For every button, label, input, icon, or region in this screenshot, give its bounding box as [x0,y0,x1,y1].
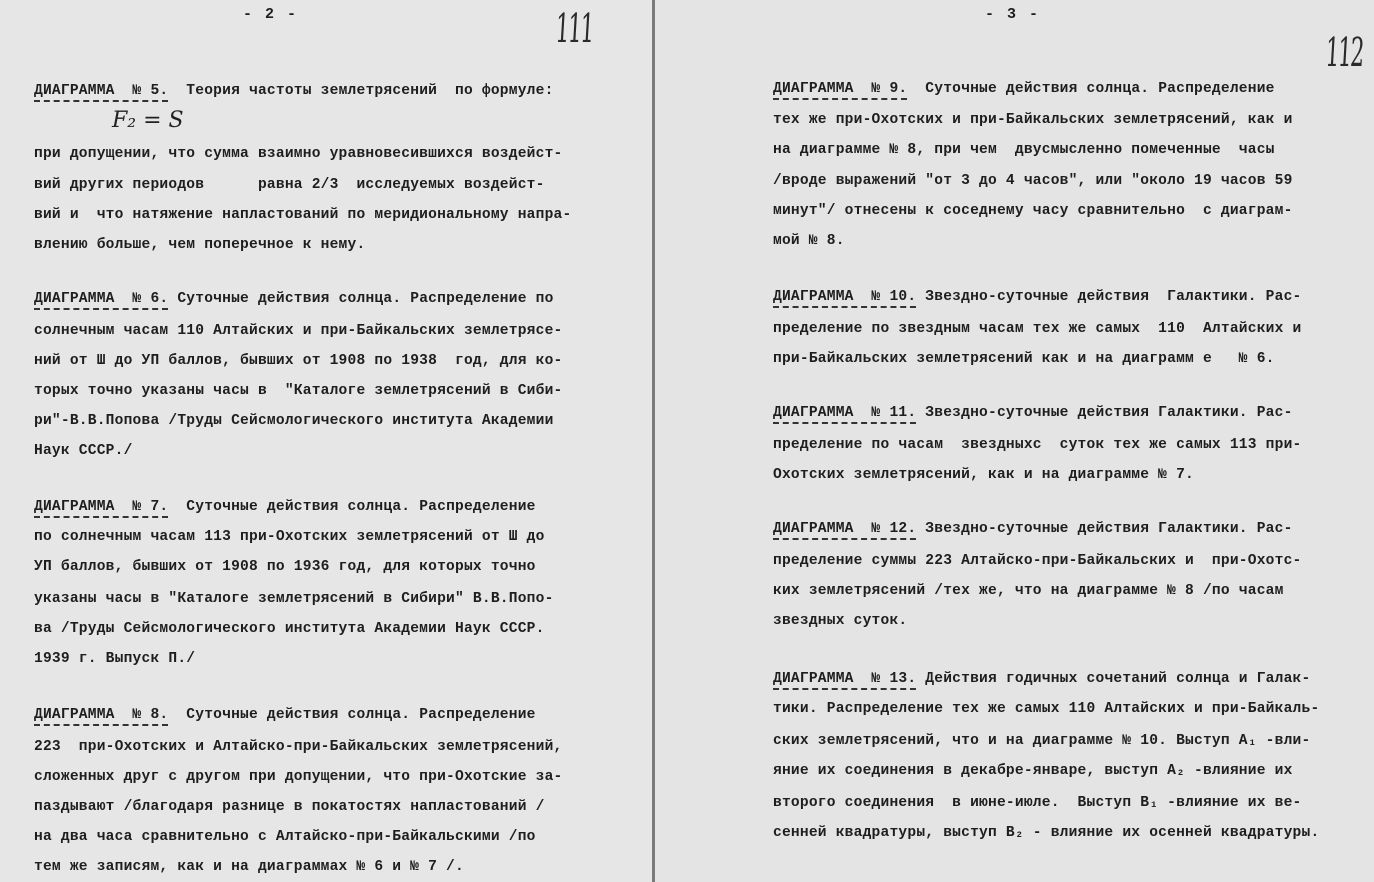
line-text: Наук СССР./ [34,443,133,459]
line-text: при-Байкальских землетрясений как и на диаграмм е № 6. [773,351,1275,367]
line-text: тики. Распределение тех же самых 110 Алтайских и при-Байкаль- [773,701,1320,717]
line-text: влению больше, чем поперечное к нему. [34,237,366,253]
typed-line [34,706,536,724]
diagram-heading: ДИАГРАММА № 9. [773,81,907,100]
page-number: - 3 - [985,6,1041,23]
line-text: Суточные действия солнца. Распределение [907,81,1275,97]
typed-line [34,442,133,460]
line-text: по солнечным часам 113 при-Охотских землетрясений от Ш до [34,529,545,545]
typed-line [34,650,195,668]
diagram-heading: ДИАГРАММА № 12. [773,521,916,540]
line-text: Суточные действия солнца. Распределение по [168,291,554,307]
typed-line [34,738,563,756]
typed-line [773,288,1302,306]
typed-line [773,520,1293,538]
line-text: яние их соединения в декабре-январе, выступ A₂ -влияние их [773,763,1293,779]
typed-line [773,762,1293,780]
line-text: солнечным часам 110 Алтайских и при-Байкальских землетрясе- [34,323,563,339]
typed-line [773,320,1302,338]
typed-line [773,794,1302,812]
line-text: ских землетрясений, что и на диаграмме № 10. Выступ A₁ -вли- [773,733,1311,749]
typed-line [34,528,545,546]
line-text: Действия годичных сочетаний солнца и Галак- [916,671,1311,687]
typed-line [773,552,1302,570]
line-text: на диаграмме № 8, при чем двусмысленно помеченные часы [773,142,1275,158]
typed-line [773,670,1310,688]
line-text: Звездно-суточные действия Галактики. Рас- [916,289,1302,305]
line-text: сложенных друг с другом при допущении, что при-Охотские за- [34,769,563,785]
line-text: пределение суммы 223 Алтайско-при-Байкальских и при-Охотс- [773,553,1302,569]
line-text: вий других периодов равна 2/3 исследуемых воздейст- [34,177,545,193]
diagram-heading: ДИАГРАММА № 13. [773,671,916,690]
diagram-heading: ДИАГРАММА № 5. [34,83,168,102]
line-text: Суточные действия солнца. Распределение [168,707,536,723]
typed-line [773,466,1194,484]
typed-line [34,798,545,816]
typed-line [773,732,1310,750]
line-text: /вроде выражений "от 3 до 4 часов", или "около 19 часов 59 [773,173,1293,189]
typed-line [34,290,554,308]
line-text: звездных суток. [773,613,908,629]
diagram-heading: ДИАГРАММА № 11. [773,405,916,424]
page-left [0,0,652,882]
line-text: Охотских землетрясений, как и на диаграмме № 7. [773,467,1195,483]
line-text: тем же записям, как и на диаграммах № 6 и № 7 /. [34,859,464,875]
typed-line [34,412,554,430]
typed-line [773,232,845,250]
line-text: Звездно-суточные действия Галактики. Рас- [916,405,1293,421]
handwritten-formula: F₂ = S [112,108,184,133]
line-text: торых точно указаны часы в "Каталоге землетрясений в Сиби- [34,383,563,399]
typed-line [773,202,1293,220]
line-text: ких землетрясений /тех же, что на диаграмме № 8 /по часам [773,583,1284,599]
typed-line [773,582,1284,600]
diagram-heading: ДИАГРАММА № 8. [34,707,168,726]
typed-line [773,824,1319,842]
page-right [655,0,1374,882]
line-text: ний от Ш до УП баллов, бывших от 1908 по 1938 год, для ко- [34,353,563,369]
diagram-heading: ДИАГРАММА № 7. [34,499,168,518]
typed-line [773,80,1275,98]
typed-line [34,145,563,163]
archive-folio-mark: 112 [1324,30,1365,76]
line-text: тех же при-Охотских и при-Байкальских землетрясений, как и [773,112,1293,128]
typed-line [34,322,563,340]
line-text: ва /Труды Сейсмологического института Академии Наук СССР. [34,621,545,637]
typed-line [34,498,536,516]
line-text: Теория частоты землетрясений по формуле: [168,83,554,99]
typed-line [773,436,1302,454]
typed-line [773,141,1275,159]
typed-line [773,404,1293,422]
typed-line [773,700,1319,718]
line-text: пределение по часам звездныхс суток тех же самых 113 при- [773,437,1302,453]
line-text: при допущении, что сумма взаимно уравновесившихся воздейст- [34,146,563,162]
line-text: УП баллов, бывших от 1908 по 1936 год, для которых точно [34,559,536,575]
typed-line [34,768,563,786]
typed-line [34,352,563,370]
line-text: 223 при-Охотских и Алтайско-при-Байкальских землетрясений, [34,739,563,755]
line-text: мой № 8. [773,233,845,249]
typed-line [34,828,536,846]
typed-line [34,858,464,876]
typed-line [34,590,554,608]
line-text: сенней квадратуры, выступ B₂ - влияние их осенней квадратуры. [773,825,1320,841]
typed-line [773,350,1275,368]
line-text: на два часа сравнительно с Алтайско-при-Байкальскими /по [34,829,536,845]
diagram-heading: ДИАГРАММА № 10. [773,289,916,308]
typed-line [773,111,1293,129]
typed-line [34,236,365,254]
line-text: указаны часы в "Каталоге землетрясений в Сибири" В.В.Попо- [34,591,554,607]
typed-line [34,382,563,400]
line-text: ри"-В.В.Попова /Труды Сейсмологического института Академии [34,413,554,429]
line-text: Суточные действия солнца. Распределение [168,499,536,515]
typed-line [34,620,545,638]
typed-line [34,82,554,100]
typed-line [34,558,536,576]
line-text: второго соединения в июне-июле. Выступ B₁ -влияние их ве- [773,795,1302,811]
page-number: - 2 - [243,6,299,23]
archive-folio-mark: 111 [554,6,595,52]
line-text: 1939 г. Выпуск П./ [34,651,196,667]
typed-line [773,612,907,630]
line-text: вий и что натяжение напластований по меридиональному напра- [34,207,572,223]
line-text: пределение по звездным часам тех же самых 110 Алтайских и [773,321,1302,337]
line-text: паздывают /благодаря разнице в покатостях напластований / [34,799,545,815]
typed-line [34,206,571,224]
diagram-heading: ДИАГРАММА № 6. [34,291,168,310]
typed-line [773,172,1293,190]
line-text: минут"/ отнесены к соседнему часу сравнительно с диаграм- [773,203,1293,219]
line-text: Звездно-суточные действия Галактики. Рас- [916,521,1293,537]
typed-line [34,176,545,194]
